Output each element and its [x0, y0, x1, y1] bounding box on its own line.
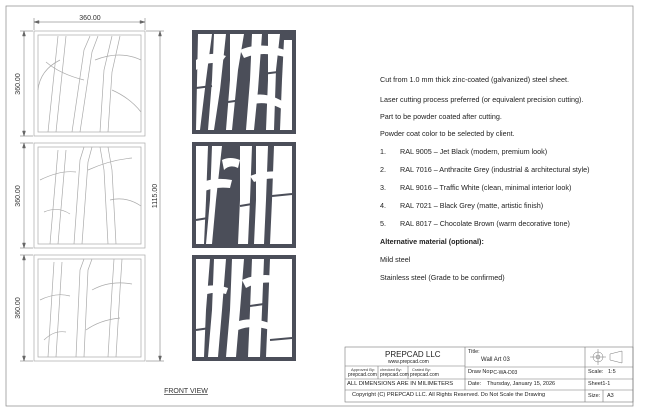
outline-panel-middle-inner: [38, 147, 141, 244]
color-option-1-num: 1.: [380, 147, 386, 156]
draw-no-value: PC-WA-D03: [490, 370, 518, 376]
filled-panel-bottom: [192, 255, 296, 361]
note-process: Laser cutting process preferred (or equivalent precision cutting).: [380, 95, 584, 104]
alt-material-mild-steel: Mild steel: [380, 255, 411, 264]
color-option-4-text: RAL 7021 – Black Grey (matte, artistic finish): [400, 201, 544, 210]
color-option-2: [380, 165, 590, 174]
projection-symbol-icon: [590, 349, 622, 365]
created-by-value: prepcad.com: [410, 372, 439, 378]
date-value: Thursday, January 15, 2026: [487, 381, 556, 387]
color-option-1-text: RAL 9005 – Jet Black (modern, premium look): [400, 147, 548, 156]
filled-panel-middle: [192, 142, 296, 248]
outline-view: [34, 31, 145, 361]
checked-by-value: prepcad.com: [380, 372, 409, 378]
dimension-lines: [20, 18, 164, 361]
alt-material-stainless: Stainless steel (Grade to be confirmed): [380, 273, 505, 282]
units-note: ALL DIMENSIONS ARE IN MILIMETERS: [347, 381, 454, 387]
note-material: Cut from 1.0 mm thick zinc-coated (galvanized) steel sheet.: [380, 75, 569, 84]
color-option-3: [380, 183, 571, 192]
note-coating: Part to be powder coated after cutting.: [380, 112, 502, 121]
dim-height-top: 360.00: [15, 73, 22, 95]
company-website[interactable]: www.prepcad.com: [388, 359, 429, 365]
copyright-note: Copyright (C) PREPCAD LLC. All Rights Reserved. Do Not Scale the Drawing: [352, 392, 546, 398]
approved-by-value: prepcad.com: [348, 372, 377, 378]
size-label: Size:: [588, 393, 601, 399]
outline-panel-top-inner: [38, 35, 141, 132]
checked-by-label: checked By:: [380, 367, 402, 372]
scale-label: Scale:: [588, 369, 604, 375]
dim-height-middle: 360.00: [15, 185, 22, 207]
color-option-4: [380, 201, 543, 210]
created-by-label: Crated By:: [412, 367, 431, 372]
scale-value: 1:5: [608, 369, 616, 375]
outline-bamboo-top: [38, 36, 141, 132]
drawing-title: Wall Art 03: [481, 357, 510, 363]
dim-width: 360.00: [79, 15, 101, 22]
title-label: Title:: [468, 349, 480, 355]
color-option-4-num: 4.: [380, 201, 386, 210]
color-option-2-num: 2.: [380, 165, 386, 174]
color-option-5: [380, 219, 570, 228]
dim-height-bottom: 360.00: [15, 297, 22, 319]
filled-panel-top: [192, 30, 296, 134]
color-option-5-text: RAL 8017 – Chocolate Brown (warm decorative tone): [400, 219, 570, 228]
date-label: Date:: [468, 381, 482, 387]
outline-bamboo-middle: [40, 147, 141, 244]
color-option-5-num: 5.: [380, 219, 386, 228]
draw-no-label: Draw No:: [468, 369, 491, 375]
outline-panel-bottom: [34, 255, 145, 361]
alt-material-heading: [380, 237, 484, 246]
alt-material-heading-text: Alternative material (optional):: [380, 237, 484, 246]
front-view-label: FRONT VIEW: [164, 388, 208, 395]
note-color-select: Powder coat color to be selected by client.: [380, 129, 515, 138]
company-name: PREPCAD LLC: [385, 350, 441, 359]
approved-by-label: Approved By:: [351, 367, 376, 372]
sheet-value: Sheet1-1: [588, 381, 611, 387]
color-option-1: [380, 147, 547, 156]
size-value: A3: [607, 393, 614, 399]
color-option-2-text: RAL 7016 – Anthracite Grey (industrial & architectural style): [400, 165, 590, 174]
outline-panel-top: [34, 31, 145, 136]
color-option-3-num: 3.: [380, 183, 386, 192]
dim-total-height: 1115.00: [152, 183, 159, 209]
color-option-3-text: RAL 9016 – Traffic White (clean, minimal interior look): [400, 183, 572, 192]
outline-bamboo-bottom: [40, 259, 132, 357]
